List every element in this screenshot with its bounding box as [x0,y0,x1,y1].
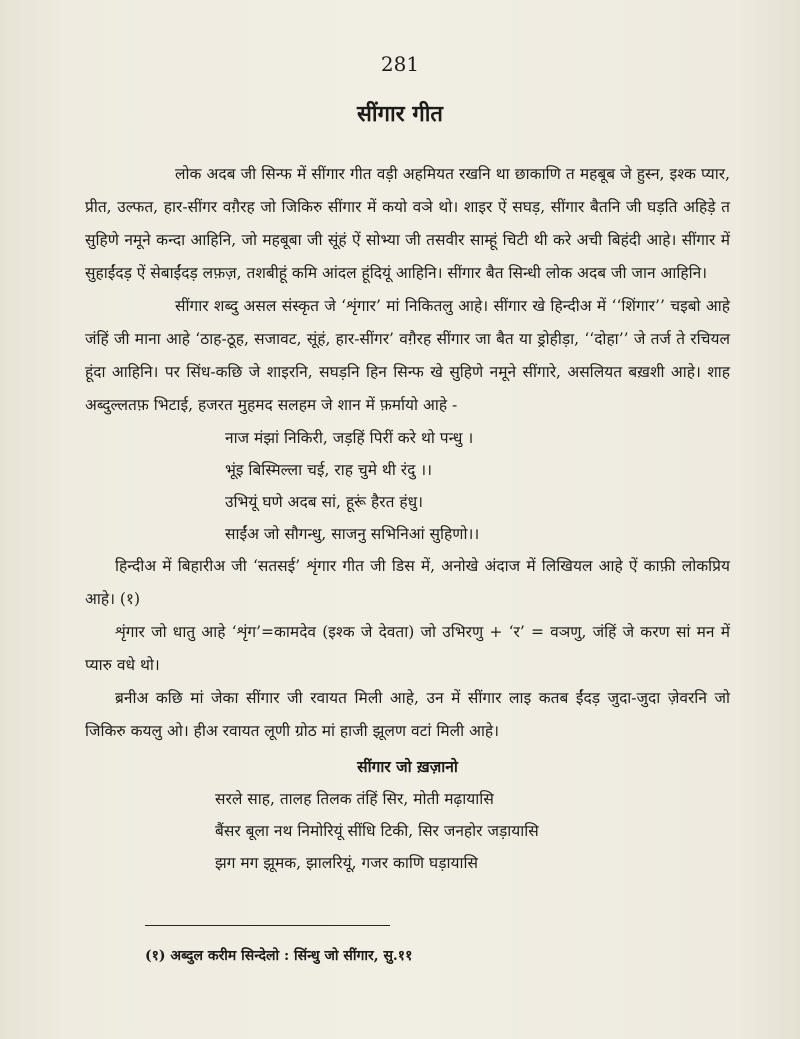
body-text [85,158,730,879]
footnote-divider [145,925,390,926]
verse-line: नाज मंझां निकिरी, जड़हिं पिरीं करे थो पन्धु । [225,429,474,447]
verse-line: भूंइ बिस्मिल्ला चई, राह चुमे थी रंदु ।। [225,461,433,479]
paragraph-2: सींगार शब्दु असल संस्कृत जे ‘शृंगार’ मां निकितलु आहे। सींगार खे हिन्दीअ में ‘‘शिंगार’’ चइबो आहे जंहिं जी माना आहे ‘ठाह-ठूह, सजावट, सूंहं, हार-सींगर’ वग़ैरह सींगार जा बैत या ड्रोहीड़ा, ‘‘दोहा’’ जे तर्ज ते रचियल हूंदा आहिनि। पर सिंध-कछि जे शाइरनि, सघड़नि हिन सिन्फ खे सुहिणे नमूने सींगारे, असलियत बख़शी आहे। शाह अब्दुल्लतफ़ भिटाई, हजरत मुहमद सलहम जे शान में फ़र्मायो आहे - [85,297,730,414]
paragraph-1: लोक अदब जी सिन्फ में सींगार गीत वड़ी अहमियत रखनि था छाकाणि त महबूब जे हुस्न, इश्क प्यार, प्रीत, उल्फत, हार-सींगर वग़ैरह जो जिकिरु सींगार में कयो वञे थो। शाइर ऐं सघड़, सींगार बैतनि जी घड़ति अहिड़े त सुहिणे नमूने कन्दा आहिनि, जो महबूबा जी सूंहं ऐं सोभ्या जी तसवीर साम्हूं चिटी थी करे अची बिहंदी आहे। सींगार में सुहाईंदड़ ऐं सेबाईंदड़ लफ़ज़, तशबीहूं कमि आंदल हूंदियूं आहिनि। सींगार बैत सिन्धी लोक अदब जी जान आहिनि। [85,165,730,282]
footnote: (१) अब्दुल करीम सिन्देलो : सिंन्धु जो सींगार, सु.११ [145,948,413,964]
verse-line: साईंअ जो सौगन्धु, साजनु सभिनिआं सुहिणो।। [225,525,480,543]
poem-line: सरले साह, तालह तिलक तंहिं सिर, मोती मढ़ायासि [215,790,494,808]
chapter-title: सींगार गीत [357,101,443,127]
section-subtitle: सींगार जो ख़ज़ानो [357,757,458,776]
page-number: 281 [380,52,420,76]
poem-line: बैंसर बूला नथ निमोरियूं सींधि टिकी, सिर जनहोर जड़ायासि [215,822,539,840]
poem-block [215,783,730,879]
poem-line: झग मग झूमक, झालरियूं, गजर काणि घड़ायासि [215,854,479,872]
verse-block [225,422,730,550]
paragraph-5: ब्रनीअ कछि मां जेका सींगार जी रवायत मिली आहे, उन में सींगार लाइ कतब ईंदड़ जुदा-जुदा ज़ेवरनि जो जिकिरु कयलु ओ। हीअ रवायत लूणी ग्रोठ मां हाजी झूलण वटां मिली आहे। [85,689,730,740]
paragraph-4: शृंगार जो धातु आहे ‘शृंग’=कामदेव (इश्क जे देवता) जो उभिरणु + ‘र’ = वञणु, जंहिं जे करण सां मन में प्यारु वधे थो। [85,623,730,674]
paragraph-3: हिन्दीअ में बिहारीअ जी ‘सतसई’ शृंगार गीत जी डिस में, अनोखे अंदाज में लिखियल आहे ऐं काफ़ी लोकप्रिय आहे। (१) [85,557,730,608]
verse-line: उभियूं घणे अदब सां, हूरूं हैरत हंधु। [225,493,423,511]
